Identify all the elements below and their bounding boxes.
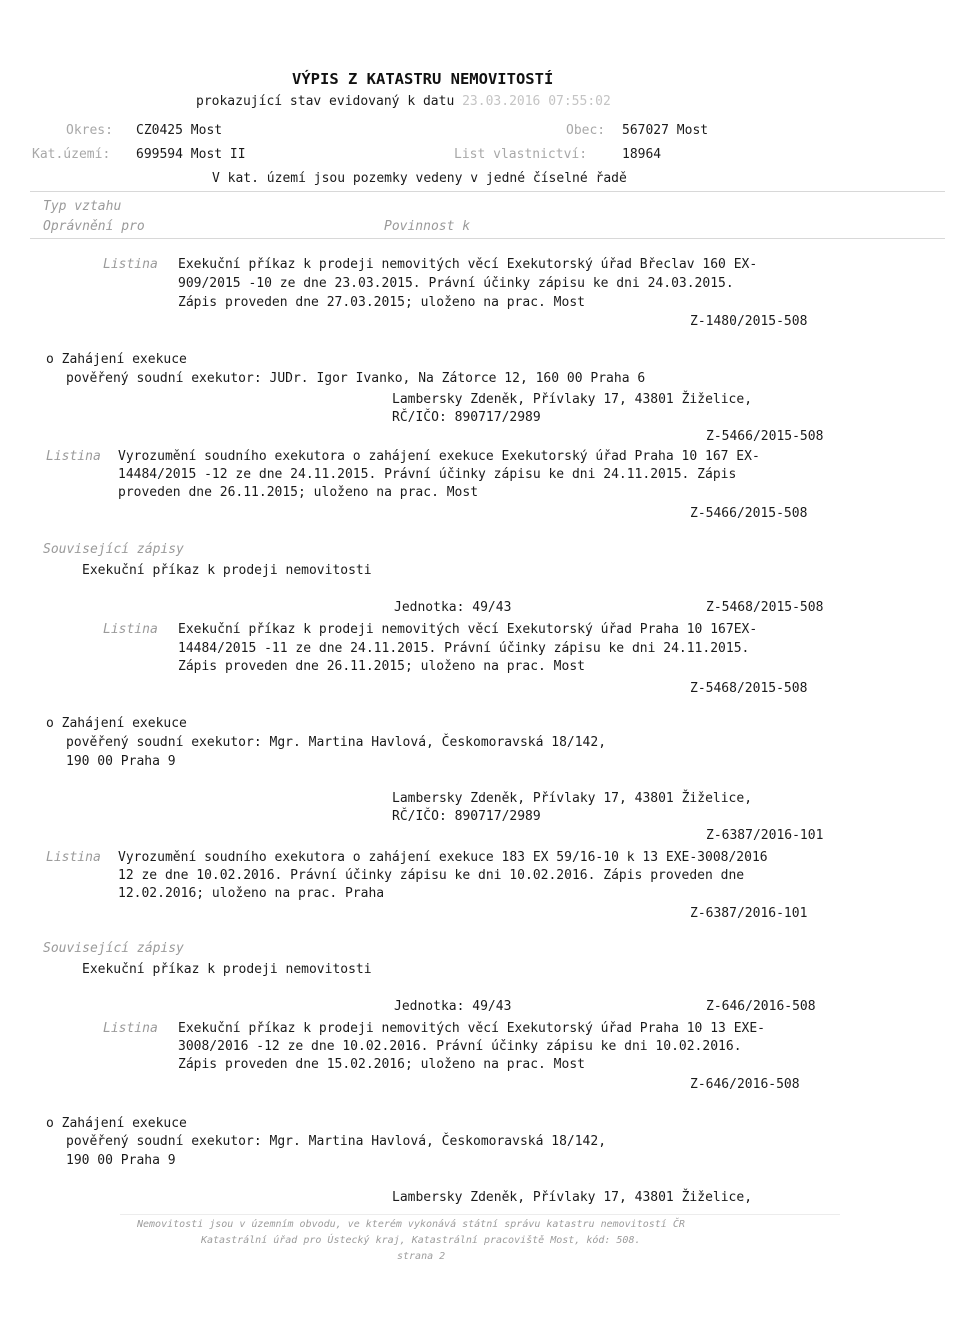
lv-value: 18964 xyxy=(622,147,662,162)
zahajeni-1-exekutor: pověřený soudní exekutor: JUDr. Igor Ivanko, Na Zátorce 12, 160 00 Praha 6 xyxy=(66,371,646,386)
listina-label: Listina xyxy=(46,850,101,865)
listina-3-ref: Z-5468/2015-508 xyxy=(690,681,808,696)
souvisejici-1-item: Exekuční příkaz k prodeji nemovitosti xyxy=(82,563,372,578)
listina-2-line-1: Vyrozumění soudního exekutora o zahájení exekuce Exekutorský úřad Praha 10 167 EX- xyxy=(118,449,760,464)
okres-label: Okres: xyxy=(66,123,113,138)
column-povinnost-k: Povinnost k xyxy=(384,219,471,234)
bullet-marker: o xyxy=(46,716,54,731)
zahajeni-3-title xyxy=(46,1116,187,1131)
zahajeni-1-party: Lambersky Zdeněk, Přívlaky 17, 43801 Žiželice, xyxy=(392,392,753,407)
column-opravneni-pro: Oprávnění pro xyxy=(43,219,145,234)
zahajeni-3-city: 190 00 Praha 9 xyxy=(66,1153,176,1168)
kat-uzemi-value: 699594 Most II xyxy=(136,147,246,162)
listina-1-ref: Z-1480/2015-508 xyxy=(690,314,808,329)
zahajeni-1-title xyxy=(46,352,187,367)
columns-divider xyxy=(30,238,945,239)
souvisejici-zapisy-label: Související zápisy xyxy=(43,542,184,557)
listina-4-line-1: Vyrozumění soudního exekutora o zahájení exekuce 183 EX 59/16-10 k 13 EXE-3008/2016 xyxy=(118,850,768,865)
souvisejici-2-item: Exekuční příkaz k prodeji nemovitosti xyxy=(82,962,372,977)
listina-label: Listina xyxy=(103,622,158,637)
zahajeni-3-exekutor: pověřený soudní exekutor: Mgr. Martina Havlová, Českomoravská 18/142, xyxy=(66,1134,607,1149)
souvisejici-2-ref: Z-646/2016-508 xyxy=(706,999,816,1014)
document-subtitle xyxy=(196,94,611,109)
footer-divider xyxy=(120,1214,840,1215)
subtitle-date: 23.03.2016 07:55:02 xyxy=(462,94,611,109)
kat-uzemi-label: Kat.území: xyxy=(32,147,111,162)
zahajeni-2-party: Lambersky Zdeněk, Přívlaky 17, 43801 Žiželice, xyxy=(392,791,753,806)
listina-5-line-3: Zápis proveden dne 15.02.2016; uloženo na prac. Most xyxy=(178,1057,585,1072)
zahajeni-1-rc: RČ/IČO: 890717/2989 xyxy=(392,410,541,425)
footer-line-2: Katastrální úřad pro Ústecký kraj, Katastrální pracoviště Most, kód: 508. xyxy=(201,1235,641,1246)
zahajeni-2-ref: Z-6387/2016-101 xyxy=(706,828,824,843)
listina-1-line-1: Exekuční příkaz k prodeji nemovitých věcí Exekutorský úřad Břeclav 160 EX- xyxy=(178,257,758,272)
zahajeni-2-rc: RČ/IČO: 890717/2989 xyxy=(392,809,541,824)
zahajeni-2-exekutor: pověřený soudní exekutor: Mgr. Martina Havlová, Českomoravská 18/142, xyxy=(66,735,607,750)
souvisejici-1-jednotka: Jednotka: 49/43 xyxy=(394,600,512,615)
listina-5-ref: Z-646/2016-508 xyxy=(690,1077,800,1092)
obec-label: Obec: xyxy=(566,123,606,138)
listina-1-line-3: Zápis proveden dne 27.03.2015; uloženo na prac. Most xyxy=(178,295,585,310)
document-title: VÝPIS Z KATASTRU NEMOVITOSTÍ xyxy=(292,70,554,88)
souvisejici-2-jednotka: Jednotka: 49/43 xyxy=(394,999,512,1014)
listina-2-line-2: 14484/2015 -12 ze dne 24.11.2015. Právní účinky zápisu ke dni 24.11.2015. Zápis xyxy=(118,467,737,482)
zahajeni-2-city: 190 00 Praha 9 xyxy=(66,754,176,769)
bullet-marker: o xyxy=(46,1116,54,1131)
listina-3-line-2: 14484/2015 -11 ze dne 24.11.2015. Právní účinky zápisu ke dni 24.11.2015. xyxy=(178,641,750,656)
zahajeni-3-party: Lambersky Zdeněk, Přívlaky 17, 43801 Žiželice, xyxy=(392,1190,753,1205)
listina-5-line-2: 3008/2016 -12 ze dne 10.02.2016. Právní účinky zápisu ke dni 10.02.2016. xyxy=(178,1039,742,1054)
listina-4-ref: Z-6387/2016-101 xyxy=(690,906,808,921)
header-divider xyxy=(30,191,945,192)
zahajeni-1-title-text: Zahájení exekuce xyxy=(61,352,187,367)
okres-value: CZ0425 Most xyxy=(136,123,223,138)
listina-3-line-1: Exekuční příkaz k prodeji nemovitých věcí Exekutorský úřad Praha 10 167EX- xyxy=(178,622,758,637)
footer-line-1: Nemovitosti jsou v územním obvodu, ve kterém vykonává státní správu katastru nemovitostí ČR xyxy=(137,1219,685,1230)
zahajeni-2-title xyxy=(46,716,187,731)
listina-4-line-3: 12.02.2016; uloženo na prac. Praha xyxy=(118,886,385,901)
listina-5-line-1: Exekuční příkaz k prodeji nemovitých věcí Exekutorský úřad Praha 10 13 EXE- xyxy=(178,1021,765,1036)
obec-value: 567027 Most xyxy=(622,123,709,138)
lv-label: List vlastnictví: xyxy=(454,147,588,162)
listina-4-line-2: 12 ze dne 10.02.2016. Právní účinky zápisu ke dni 10.02.2016. Zápis proveden dne xyxy=(118,868,745,883)
souvisejici-1-ref: Z-5468/2015-508 xyxy=(706,600,824,615)
listina-label: Listina xyxy=(103,257,158,272)
bullet-marker: o xyxy=(46,352,54,367)
zahajeni-1-ref: Z-5466/2015-508 xyxy=(706,429,824,444)
footer-page-number: strana 2 xyxy=(397,1251,446,1262)
listina-2-line-3: proveden dne 26.11.2015; uloženo na prac. Most xyxy=(118,485,479,500)
parcel-note: V kat. území jsou pozemky vedeny v jedné číselné řadě xyxy=(212,171,627,186)
listina-label: Listina xyxy=(46,449,101,464)
column-typ-vztahu: Typ vztahu xyxy=(43,199,122,214)
listina-2-ref: Z-5466/2015-508 xyxy=(690,506,808,521)
listina-3-line-3: Zápis proveden dne 26.11.2015; uloženo na prac. Most xyxy=(178,659,585,674)
listina-1-line-2: 909/2015 -10 ze dne 23.03.2015. Právní účinky zápisu ke dni 24.03.2015. xyxy=(178,276,734,291)
zahajeni-3-title-text: Zahájení exekuce xyxy=(61,1116,187,1131)
souvisejici-zapisy-label: Související zápisy xyxy=(43,941,184,956)
subtitle-text: prokazující stav evidovaný k datu xyxy=(196,94,455,109)
zahajeni-2-title-text: Zahájení exekuce xyxy=(61,716,187,731)
listina-label: Listina xyxy=(103,1021,158,1036)
